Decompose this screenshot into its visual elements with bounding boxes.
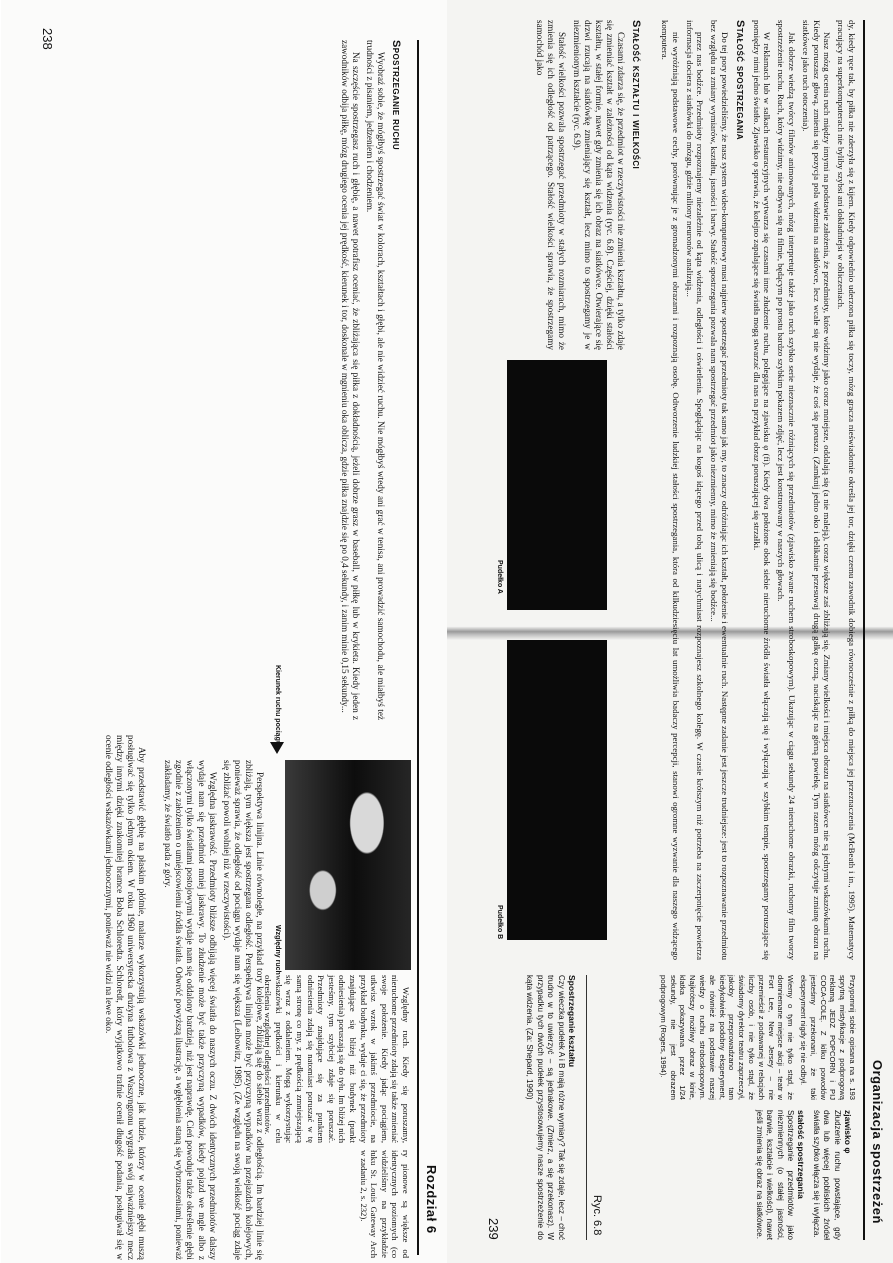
marginal-note-paragraph: Przypomnij sobie opisana na s. 193 sprytną mistyfikacje z podprogową reklamą JEDZ POPCORN i PIJ COCA-COLĘ. Z kilku powodów jesteśmy przekonani, że taki eksperyment nigdy się nie odbył. xyxy=(799,975,857,1100)
figure-label: Ryc. 6.8 xyxy=(591,1195,603,1236)
section-heading-motion: Spostrzeganie ruchu xyxy=(390,40,402,150)
constancy-paragraph: nie wyróżniają podstawowe cechy, porównując je z gromadzonymi obrazami i rozpoznają osobę. Odtworzenie ludzkiej stałości spostrzegania, która od kilkudziesięciu lat umożliwia badaczy percepcji, stanowi ogromne wyzwanie dla naszego widzącego komputera. xyxy=(660,20,681,960)
motion-paragraph: Nasz mózg ocenia ruch między innymi na podstawie założenia, że przedmioty, które widzimy jako coraz mniejsze, oddalają się (a nie maleją), coraz większe zaś zbliżają się. Zmiany wielkości i miejsca obrazu na siatkówce nie są jednymi wskazówkami ruchu. Kiedy poruszasz głową, zmienia się pozycja pola widzenia na siatkówce, lecz wcale się nie wydaje, że coś się porusza. (Zamknij jedno oko i delikatnie przesuwaj drugą gałkę oczną, naciskając na górną powiekę. Tym razem mózg odczytuje zmianę obrazu na siatkówce jako ruch otoczenia). xyxy=(800,20,833,960)
marginal-note-paragraph: Wiemy o tym nie tylko stąd, że domniemane miejsce akcji – teatr w Fort Lee, New Jersey – nie przemieścił z podawanej w relacjach liczby osób, i nie tylko stąd, że świadomy dyrektor teatru zaprzeczył, jakoby przeprowadzano tam kiedykolwiek podobny eksperyment, ale również na podstawie naszej wiedzy o ruchu stroboskopowym. Najkrótszy możliwy obraz w kinie, klatka pokazywana przez 1/24 sekundy, nie jest obrazem podprogowym (Rogers, 1994). xyxy=(658,975,796,1100)
monocular-paragraph-block xyxy=(100,735,147,1260)
intro-paragraph: ry pionowe są większe od identycznych poziomych (co widzieliśmy na przykładzie łuku St. Louis Gateway Arch w zadaniu 2, s. 232). xyxy=(358,1150,411,1258)
page-number: 239 xyxy=(486,1218,501,1240)
figure-caption-title: Spostrzeganie kształtu xyxy=(567,975,577,1068)
direction-arrow-icon xyxy=(270,742,284,754)
header-rule xyxy=(863,20,865,1240)
depth-cues-column xyxy=(159,760,265,1260)
page-number: 238 xyxy=(40,28,55,50)
box-a-figure xyxy=(507,360,607,610)
section-heading-constancy: Stałość spostrzegania xyxy=(733,20,746,140)
main-text-column xyxy=(656,20,857,960)
photo-caption-left: Względny ruch xyxy=(274,925,281,975)
box-b-label: Pudełko B xyxy=(496,905,503,940)
page-239 xyxy=(447,0,893,1263)
figure-rule xyxy=(586,975,587,1240)
term-constancy: stałość spostrzegania xyxy=(796,1110,807,1199)
monocular-paragraph: Aby przedstawić głębię na płaskim płótnie, malarze wykorzystują wskazówki jednooczne, jak ludzie, którzy w ocenie głębi muszą posługiwać się tylko jednym okiem. W roku 1960 uniwersytecka drużyna futbolowa z Waszyngtonu wygrała swój najważniejszy mecz między innymi dzięki znakomitej bramce Boba Schloredta. Schloredt, który wyjątkowo trafnie ocenił długość podania, posługiwał się w ocenie odległości wskazówkami jednoocznymi, ponieważ nie widzi na lewe oko. xyxy=(103,735,147,1260)
definition-box xyxy=(750,1110,857,1240)
motion-paragraph: Wyobraź sobie, że mógłbyś spostrzegać świat w kolorach, kształtach i głębi, ale nie widzieć ruchu. Nie mógłbyś wtedy ani grać w tenisa, ani prowadzić samochodu, ale miałbyś też trudności z pisaniem, jedzeniem i chodzeniem. xyxy=(364,40,386,720)
term-phi: zjawisko φ xyxy=(843,1110,853,1154)
relative-motion-paragraph: Względny ruch. Kiedy się poruszamy, nieruchome przedmioty zdają się także zmieniać swoje położenie. Kiedy jadąc pociągiem, utkwisz wzrok w jakimś przedmiocie, na przykład budynku, wydaje ci się, że przedmioty znajdujące się bliżej niż budynek (punkt odniesienia) poruszają się do tyłu. Im bliżej nich jesteśmy, tym szybciej zdaje się poruszać. Przedmioty znajdujące się za punktem odniesienia zdają się natomiast poruszać w tę samą stronę co my, z prędkością zmniejszającą się wraz z oddaleniem. Mogą wykorzystując wskazówki prędkości i kierunku w celu określenia względnej odległości przedmiotów. xyxy=(263,975,411,1143)
running-header: Organizacja spostrzeżeń xyxy=(870,1060,885,1224)
motion-continuation: dy, kiedy ręce tak, by piłka nie zderzyła się z kijem. Kiedy odpowiednio uderzona piłka się toczy, mózg gracza nieświadomie określa jej tor, dzięki czemu zawodnik dobiega równocześnie z piłką do miejsca jej przeznaczenia (McBeath i in., 1995). Matematycy pracujący na superkomputerach nie byliby szybsi ani dokładniejsi w obliczeniach. xyxy=(836,20,857,960)
relative-brightness-paragraph: Względna jaskrawość. Przedmioty bliższe odbijają więcej światła do naszych oczu. Z dwóch identycznych przedmiotów dalszy wydaje nam się przedmiot mniej jaskrawy. To złudzenie może być także przyczyną wypadków, kiedy pojazd we mgle albo z włączonymi tylko światłami postojowymi wydaje nam się oddalony bardziej, niż jest naprawdę. Cień powoduje także określenie głębi zgodnie z założeniem o umiejscowieniu źródła światła. Odwróć powyższą ilustrację, a wgłębienia staną się wybrzuszeniami, ponieważ zakładamy, że światło pada z góry. xyxy=(163,760,218,1260)
marginal-note xyxy=(655,975,857,1100)
figure-caption xyxy=(521,975,581,1240)
intro-column xyxy=(355,1150,411,1258)
box-b-figure xyxy=(507,640,607,940)
page-238 xyxy=(1,0,447,1263)
motion-section xyxy=(336,40,407,720)
shape-paragraph: Czasami zdarza się, że przedmiot w rzeczywistości nie zmienia kształtu, a tylko zdaje się zmieniać kształt w zależności od kąta widzenia (ryc. 6.8). Częściej, dzięki stałości kształtu, w stałej formie, nawet gdy zmienia się ich obraz na siatkówce. Otwierające się drzwi rzucają na siatkówkę zmieniający się kształt, lecz mimo to spostrzegamy je w niezmienionym kształcie (ryc. 6.9). xyxy=(571,20,626,350)
box-a-label: Pudełko A xyxy=(496,560,503,594)
motion-paragraph: Na szczęście spostrzegasz ruch i głębię, a nawet potrafisz oceniać, że zbliżająca się piłka z dokładnością, jeżeli dobrze grasz w baseball, w piłkę lub w krykieta. Kiedy jeden z zawodników odbija piłkę, mózg drugiego ocenia jej prędkość, kierunek i tor, doskonale w mgnieniu oka oblicza, gdzie piłka znajdzie się po 0,4 sekundy, i zanim minie 0,15 sekundy... xyxy=(339,40,361,720)
constancy-paragraph: Do tej pory powiedzieliśmy, że nasz system wideo-komputerowy musi najpierw spostrzegać przedmioty tak samo jak my, to znaczy odróżniając ich kształt, położenie i ewentualnie ruch. Następne zadanie jest jeszcze trudniejsze: jest to rozpoznawanie przedmiotu bez względu na zmiany wymiarów, kształtu, jasności i barwy. Stałość spostrzegania pozwala nam spostrzegać przedmiot jako niezmienny, mimo że zmieniają się bodźce... xyxy=(709,20,731,960)
shape-size-section xyxy=(531,20,647,350)
stroboscopic-paragraph: Jak dobrze wiedzą twórcy filmów animowanych, mózg interpretuje także jako ruch szybko serie nieznacznie różniących się przedmiotów (zjawisko zwane ruchem stroboskopowym). Ukazując w ciągu sekundy 24 nieruchome obrazki, ruchomy film tworzy spostrzeżenie ruchu. Ruch, który widzimy, nie odbywa się na filmie, będącym po prostu bardzo szybkim pokazem zdjęć, lecz jest konstruowany w naszych głowach. xyxy=(776,20,798,960)
header-rule xyxy=(417,40,419,1255)
photo-caption-right: Kierunek ruchu pociągu xyxy=(274,665,281,746)
running-header: Rozdział 6 xyxy=(424,1165,439,1234)
size-paragraph: Stałość wielkości pozwala spostrzegać przedmioty w stałych rozmiarach, mimo że zmienia się ich odległość od patrzącego. Stałość wielkości sprawia, że spostrzegamy samochód jako xyxy=(535,20,568,350)
term-phi-definition: Złudzenie ruchu powstające, gdy dwa lub więcej pobliskich źródeł światła szybko włącza się i wyłącza. xyxy=(811,1110,842,1240)
train-photo xyxy=(285,760,411,970)
term-constancy-definition: Spostrzeganie przedmiotów jako niezmiennych (o stałej jasności, barwie, kształcie i wielkości), nawet jeśli zmienia się obraz na siatkówce. xyxy=(754,1110,795,1240)
section-heading-shape-size: Stałość kształtu i wielkości xyxy=(630,20,642,170)
relative-motion-column xyxy=(260,975,411,1143)
constancy-paragraph: przez nas bodźce. Przedmioty rozpoznajemy niezależnie od kąta widzenia, odległości i oświetlenia. Spoglądając na kogoś idącego przed tobą ulicą i natychmiast rozpoznajesz szkolnego kolegę. W czasie krótszym niż potrzeba na zaczerpnięcie powietrza informacja dociera z siatkówki do mózgu, gdzie miliony neuronów analizują... xyxy=(684,20,706,960)
phi-paragraph: W reklamach lub w salkach restauracyjnych wytwarza się czasami inne złudzenie ruchu, polegające na zjawisku φ (fi). Kiedy dwa położone obok siebie nieruchome źródła światła włączają się i wyłączają w szybkim tempie, spostrzegamy poruszające się pomiędzy nimi jedno światło. Zjawisko φ sprawia, że kolejno zapalające się światła mogą stwarzać dla nas na przykład obraz poruszającej się strzałki. xyxy=(751,20,773,960)
linear-perspective-paragraph: Perspektywa linijna. Linie równoległe, na przykład tory kolejowe, zbliżają się do siebie wraz z odległością. Im bardziej linie się zbliżają, tym większa jest spostrzegana odległość. Perspektywa linijna może być przyczyną wypadków na przejazdach kolejowych, ponieważ sprawia, że odległość od pociągu wydaje nam się większa (Leibowitz, 1985). (Ze względu na swoją wielkość pociąg zdaje się zbliżać powoli wolniej niż w rzeczywistości). xyxy=(221,760,265,1260)
figure-caption-text: Czy wieczka pudełek A i B mają różne wymiary? Tak się zdaje, lecz – choć trudno w to uwierzyć – są jednakowe. (Zmierz, a się przekonasz). W przypadku tych dwóch pudełek przystosowujemy nasze spostrzeżenie do kąta widzenia. (Za: Shepard, 1990) xyxy=(525,975,566,1240)
